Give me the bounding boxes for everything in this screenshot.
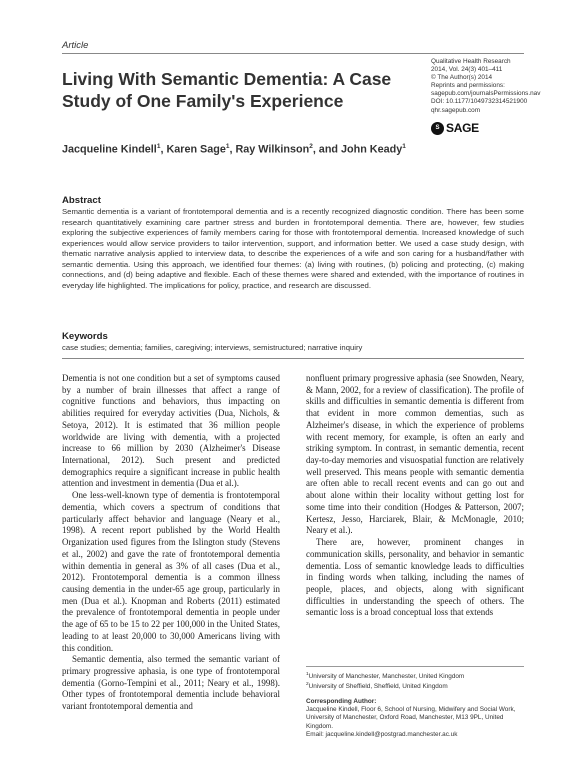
affiliations-block [306, 671, 524, 739]
body-paragraph: Dementia is not one condition but a set of symptoms caused by a number of brain illnesses that affect a range of cognitive functions and behaviors, thus impacting on abilities required for everyday activities (Dua, Nichols, & Setoya, 2012). It is estimated that 36 million people worldwide are living with dementia, with a projected increase to 66 million by 2030 (Alzheimer's Disease International, 2012). Such present and predicted demographics require a significant increase in public health attention and investment in dementia (Dua et al.). [62, 373, 280, 489]
author-name: Jacqueline Kindell [62, 143, 157, 156]
body-paragraph: There are, however, prominent changes in communication skills, personality, and behavior in semantic dementia. Loss of semantic knowledge leads to difficulties in finding words when talking, including the names of people, places, and objects, along with significant difficulties in understanding the speech of others. The semantic loss is a broad conceptual loss that extends [306, 537, 524, 618]
corresponding-author-email[interactable]: Email: jacqueline.kindell@postgrad.manchester.ac.uk [306, 731, 458, 739]
section-divider [62, 358, 524, 359]
author-affiliation-mark: 1 [156, 143, 161, 150]
affiliation-text: University of Manchester, Manchester, United Kingdom [308, 673, 465, 681]
journal-url[interactable]: qhr.sagepub.com [431, 106, 481, 114]
abstract-text: Semantic dementia is a variant of frontotemporal dementia and is a recently recognized diagnostic condition. There has been some research quantitatively examining care partner stress and burden in frontotemporal dementia. There are, however, few studies exploring the subjective experiences of family members caring for those with frontotemporal dementia. Increased knowledge of such experiences would allow service providers to tailor intervention, support, and information better. We used a case study design, with thematic narrative analysis applied to interview data, to describe the experiences of a wife and son caring for a husband/father with semantic dementia. Using this approach, we identified four themes: (a) living with routines, (b) policing and protecting, (c) making connections, and (d) being adaptive and flexible. Each of these themes were shared and extended, with the importance of routines in everyday life highlighted. The implications for policy, practice, and research are discussed. [62, 207, 524, 290]
copyright: © The Author(s) 2014 [431, 74, 493, 82]
permissions-link[interactable]: sagepub.com/journalsPermissions.nav [431, 90, 541, 98]
body-paragraph: Semantic dementia, also termed the semantic variant of primary progressive aphasia, is one type of frontotemporal dementia (Gorno-Tempini et al., 2011; Neary et al., 1998). Other types of frontotemporal dementia include behavioral variant frontotemporal dementia and [62, 654, 280, 712]
affiliation-number: 2 [306, 682, 309, 688]
sage-seal-icon: S [431, 122, 444, 135]
reprints-label: Reprints and permissions: [431, 82, 505, 90]
affiliation-item [306, 671, 524, 681]
author-name: John Keady [341, 143, 403, 156]
author-name: Ray Wilkinson [235, 143, 310, 156]
author-separator: , [160, 143, 167, 156]
affiliation-number: 1 [306, 672, 309, 677]
header-divider [62, 53, 524, 54]
affiliation-text: University of Sheffield, Sheffield, United Kingdom [308, 683, 448, 691]
author-list [62, 143, 406, 156]
corresponding-author-address: Jacqueline Kindell, Floor 6, School of Nursing, Midwifery and Social Work, University of Manchester, Oxford Road, Manchester, M13 9PL, United Kingdom. [306, 706, 516, 730]
doi[interactable]: DOI: 10.1177/1049732314521900 [431, 98, 528, 106]
journal-name: Qualitative Health Research [431, 58, 511, 65]
author-separator: , [229, 143, 236, 156]
author-name: Karen Sage [166, 143, 226, 156]
body-paragraph: nonfluent primary progressive aphasia (see Snowden, Neary, & Mann, 2002, for a review of classification). The profile of skills and difficulties in semantic dementia is different from that evident in more common dementias, such as Alzheimer's disease, in which the experience of problems with recent memory, for example, is often an early and striking symptom. In contrast, in semantic dementia, recent day-to-day memories and visuospatial function are relatively well preserved. This means people with semantic dementia are often able to recall recent events and can go out and about alone within their locality without getting lost for some time into their condition (Hodges & Patterson, 2007; Kertesz, Jesso, Harciarek, Blair, & McMonagle, 2010; Neary et al.). [306, 373, 524, 536]
author-affiliation-mark: 1 [402, 143, 406, 150]
keywords-text: case studies; dementia; families, caregiving; interviews, semistructured; narrative inquiry [62, 343, 363, 352]
sage-logo [431, 121, 479, 135]
author-affiliation-mark: 1 [225, 143, 230, 150]
body-paragraph: One less-well-known type of dementia is frontotemporal dementia, which covers a spectrum of conditions that particularly affect behavior and language (Neary et al., 1998). A recent report published by the World Health Organization used figures from the Islington study (Stevens et al., 2002) and gave the rate of frontotemporal dementia within dementia in general as 3% of all cases (Dua et al., 2012). Frontotemporal dementia is a common illness causing dementia in the under-65 age group, particularly in men (Dua et al.). Knopman and Roberts (2011) estimated the prevalence of frontotemporal dementia in people under the age of 65 to be 15 to 22 per 100,000 in the United States, leading to at least 20,000 to 30,000 Americans living with this condition. [62, 490, 280, 653]
journal-volume: 2014, Vol. 24(3) 401–411 [431, 66, 503, 74]
footnote-divider [306, 666, 524, 667]
keywords-heading: Keywords [62, 331, 108, 342]
author-affiliation-mark: 2 [309, 143, 313, 150]
body-column-left [62, 373, 280, 713]
author-separator: , and [312, 143, 342, 156]
body-column-right [306, 373, 524, 619]
corresponding-author-heading: Corresponding Author: [306, 697, 377, 705]
article-type-label: Article [62, 40, 89, 51]
sage-wordmark: SAGE [446, 121, 479, 135]
affiliation-item [306, 681, 524, 691]
journal-info [431, 58, 551, 115]
article-title: Living With Semantic Dementia: A Case Study of One Family's Experience [62, 69, 392, 111]
abstract-heading: Abstract [62, 195, 101, 206]
